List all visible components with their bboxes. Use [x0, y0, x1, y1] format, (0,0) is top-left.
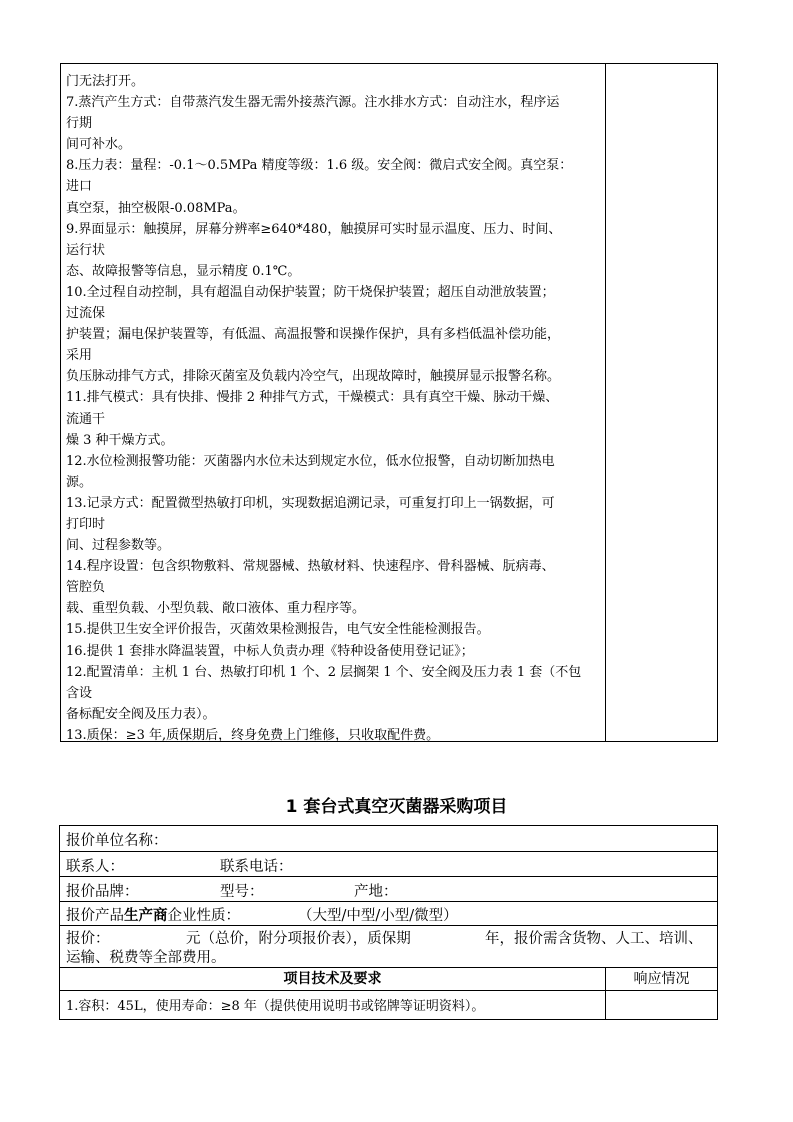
- spec-line: 间、过程参数等。: [66, 538, 171, 554]
- spec-line: 采用: [66, 348, 93, 364]
- price-terms: 元（总价，附分项报价表），质保期: [186, 931, 411, 947]
- spec-line: 12.水位检测报警功能：灭菌器内水位未达到规定水位，低水位报警，自动切断加热电: [66, 453, 555, 469]
- spec-line: 负压脉动排气方式，排除灭菌室及负载内冷空气，出现故障时，触摸屏显示报警名称。: [66, 369, 561, 385]
- spec-line: 进口: [66, 179, 93, 195]
- price-requirements-cont: 运输、税费等全部费用。: [66, 950, 226, 966]
- spec-line: 11.排气模式：具有快排、慢排 2 种排气方式，干燥模式：具有真空干燥、脉动干燥、: [66, 390, 559, 406]
- row-enterprise-nature: [60, 902, 717, 926]
- row-item-1: [60, 991, 717, 1019]
- spec-line: 备标配安全阀及压力表）。: [66, 706, 216, 722]
- quote-form-table: [59, 825, 718, 1020]
- response-header: 响应情况: [605, 968, 717, 990]
- spec-line: 15.提供卫生安全评价报告，灭菌效果检测报告，电气安全性能检测报告。: [66, 622, 490, 638]
- spec-line: 燥 3 种干燥方式。: [66, 432, 174, 448]
- manufacturer-bold: 生产商: [124, 908, 168, 924]
- column-divider: [605, 991, 606, 1019]
- model-label: 型号：: [220, 884, 264, 900]
- spec-line: 12.配置清单：主机 1 台、热敏打印机 1 个、2 层搁架 1 个、安全阀及压力表 1 套（不包: [66, 664, 582, 680]
- spec-line: 14.程序设置：包含织物敷料、常规器械、热敏材料、快速程序、骨科器械、朊病毒、: [66, 559, 555, 575]
- row-quote-unit: [60, 826, 717, 852]
- spec-line: 13.记录方式：配置微型热敏打印机，实现数据追溯记录，可重复打印上一锅数据，可: [66, 495, 555, 511]
- spec-text-cell: [66, 71, 604, 746]
- spec-line: 管腔负: [66, 580, 106, 596]
- spec-line: 含设: [66, 685, 93, 701]
- column-divider: [605, 64, 606, 741]
- spec-line: 门无法打开。: [66, 74, 145, 89]
- spec-line: 16.提供 1 套排水降温装置，中标人负责办理《特种设备使用登记证》；: [66, 643, 474, 659]
- spec-line: 过流保: [66, 306, 106, 322]
- spec-line: 真空泵，抽空极限-0.08MPa。: [66, 200, 246, 216]
- spec-line: 态、故障报警等信息，显示精度 0.1℃。: [66, 263, 301, 279]
- row-contact: [60, 852, 717, 877]
- quote-unit-label: 报价单位名称：: [66, 833, 168, 849]
- enterprise-nature-options: （大型/中型/小型/微型）: [298, 908, 458, 924]
- spec-line: 行期: [66, 116, 93, 132]
- spec-line: 流通干: [66, 411, 106, 427]
- enterprise-nature-label: 报价产品生产商企业性质：: [66, 908, 240, 924]
- spec-line: 10.全过程自动控制，具有超温自动保护装置；防干烧保护装置；超压自动泄放装置；: [66, 284, 555, 300]
- item-1-text: 1.容积：45L，使用寿命：≥8 年（提供使用说明书或铭牌等证明资料）。: [66, 999, 485, 1014]
- spec-table: [60, 63, 718, 742]
- spec-line: 9.界面显示：触摸屏，屏幕分辨率≥640*480，触摸屏可实时显示温度、压力、时间、: [66, 221, 562, 237]
- spec-line: 载、重型负载、小型负载、敞口液体、重力程序等。: [66, 601, 366, 617]
- spec-line: 8.压力表：量程：-0.1～0.5MPa 精度等级：1.6 级。安全阀：微启式安全阀。真空泵：: [66, 158, 573, 174]
- section-title: 1 套台式真空灭菌器采购项目: [285, 797, 508, 817]
- price-label: 报价：: [66, 931, 110, 947]
- phone-label: 联系电话：: [220, 859, 293, 875]
- row-brand: [60, 877, 717, 902]
- spec-line: 打印时: [66, 516, 106, 532]
- spec-line: 运行状: [66, 242, 106, 258]
- contact-label: 联系人：: [66, 859, 124, 875]
- tech-requirements-header: 项目技术及要求: [283, 971, 382, 987]
- spec-line: 13.质保：≥3 年,质保期后，终身免费上门维修，只收取配件费。: [66, 727, 440, 743]
- price-requirements: 年，报价需含货物、人工、培训、: [485, 931, 703, 947]
- origin-label: 产地：: [354, 884, 398, 900]
- spec-line: 间可补水。: [66, 137, 132, 153]
- spec-line: 源。: [66, 474, 93, 490]
- row-price: [60, 926, 717, 968]
- spec-line: 护装置；漏电保护装置等，有低温、高温报警和误操作保护，具有多档低温补偿功能，: [66, 327, 561, 343]
- row-header: [60, 968, 717, 991]
- spec-line: 7.蒸汽产生方式：自带蒸汽发生器无需外接蒸汽源。注水排水方式：自动注水，程序运: [66, 95, 560, 111]
- brand-label: 报价品牌：: [66, 884, 139, 900]
